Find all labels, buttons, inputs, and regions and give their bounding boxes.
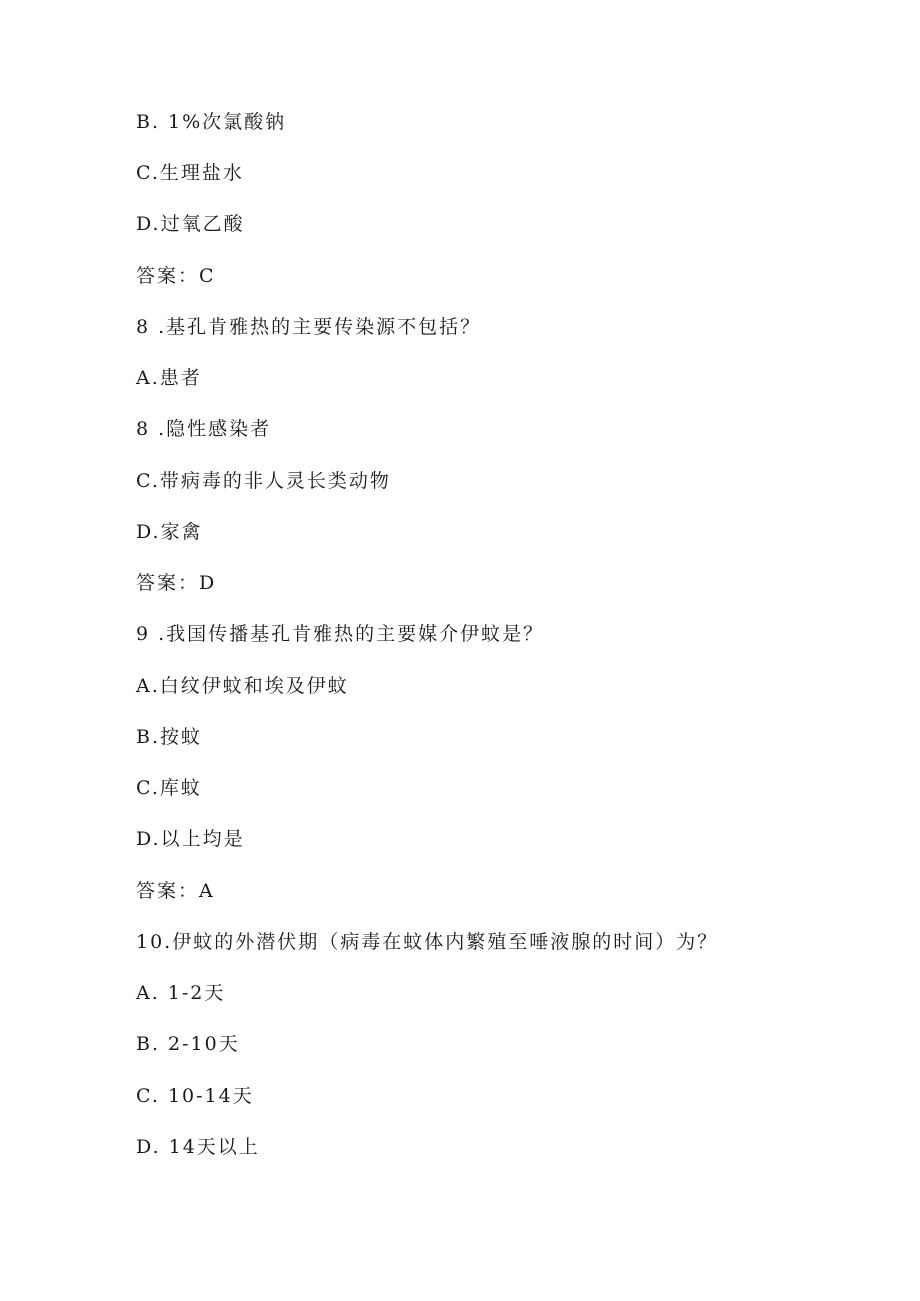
answer-line: 答案：A — [136, 880, 215, 902]
question-9-line: 9 .我国传播基孔肯雅热的主要媒介伊蚊是？ — [136, 623, 545, 645]
option-a-line: A.患者 — [136, 367, 202, 389]
option-b-line: 8 .隐性感染者 — [136, 418, 272, 440]
option-d-line: D.以上均是 — [136, 828, 245, 850]
answer-line: 答案：D — [136, 572, 217, 594]
option-d-line: D.家禽 — [136, 521, 203, 543]
option-c-line: C. 10-14天 — [136, 1085, 254, 1107]
option-d-line: D.过氧乙酸 — [136, 213, 245, 235]
option-c-line: C.库蚊 — [136, 777, 202, 799]
option-b-line: B. 1%次氯酸钠 — [136, 111, 287, 133]
option-b-line: B. 2-10天 — [136, 1033, 240, 1055]
option-b-line: B.按蚊 — [136, 726, 203, 748]
question-10-line: 10.伊蚊的外潜伏期（病毒在蚊体内繁殖至唾液腺的时间）为？ — [136, 931, 719, 953]
option-c-line: C.生理盐水 — [136, 162, 244, 184]
option-d-line: D. 14天以上 — [136, 1136, 260, 1158]
option-c-line: C.带病毒的非人灵长类动物 — [136, 470, 391, 492]
option-a-line: A. 1-2天 — [136, 982, 226, 1004]
option-a-line: A.白纹伊蚊和埃及伊蚊 — [136, 675, 349, 697]
question-8-line: 8 .基孔肯雅热的主要传染源不包括？ — [136, 316, 482, 338]
answer-line: 答案：C — [136, 265, 216, 287]
